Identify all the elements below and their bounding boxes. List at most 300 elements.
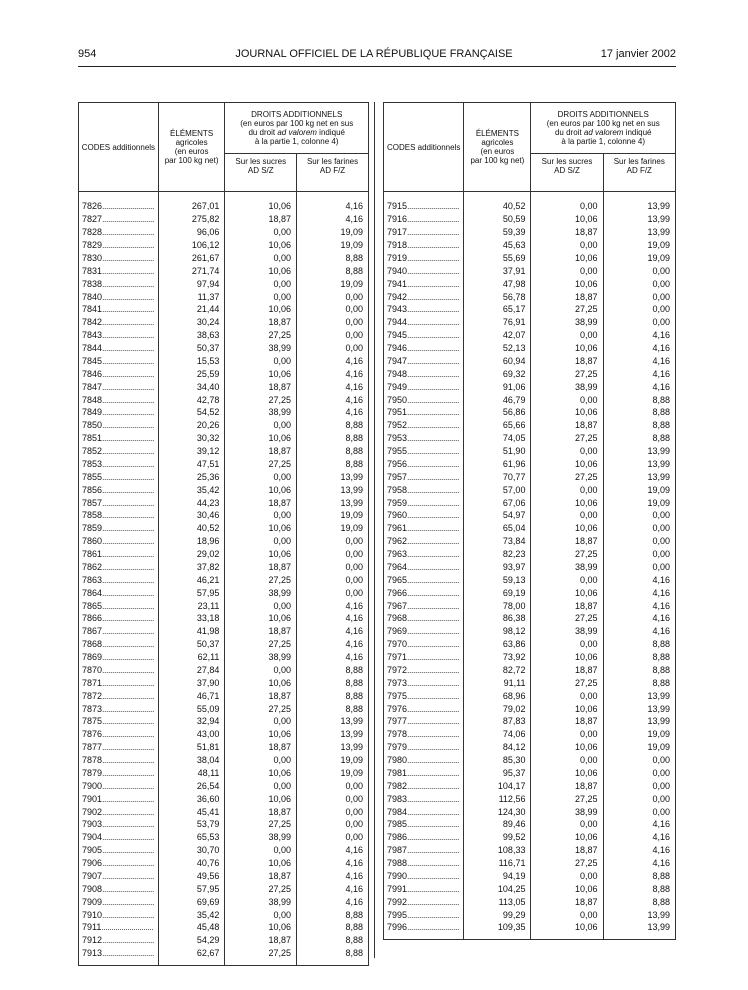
sucres-duty-cell: 10,06: [531, 741, 603, 754]
header-farines: Sur les farines AD F/Z: [603, 154, 675, 192]
sucres-duty-cell: 18,87: [225, 934, 297, 947]
element-value-cell: 116,71: [464, 857, 531, 870]
farines-duty-cell: 19,09: [603, 728, 675, 741]
farines-duty-cell: 8,88: [603, 882, 675, 895]
code-cell: 7917..........................: [384, 226, 464, 239]
leader-dots: ..........................: [102, 780, 155, 791]
farines-duty-cell: 0,00: [297, 779, 369, 792]
table-row: [79, 818, 369, 831]
code-cell: 7853..........................: [79, 458, 159, 471]
code-cell: 7849..........................: [79, 406, 159, 419]
leader-dots: ..........................: [407, 600, 460, 611]
element-value-cell: 124,30: [464, 805, 531, 818]
header-elements: ÉLÉMENTS agricoles (en euros par 100 kg net): [158, 103, 225, 192]
sucres-duty-cell: 10,06: [531, 522, 603, 535]
leader-dots: ..........................: [407, 343, 460, 354]
farines-duty-cell: 0,00: [297, 818, 369, 831]
farines-duty-cell: 8,88: [297, 702, 369, 715]
leader-dots: ..........................: [407, 793, 460, 804]
farines-duty-cell: 0,00: [297, 316, 369, 329]
leader-dots: ..........................: [101, 922, 154, 933]
sucres-duty-cell: 10,06: [531, 586, 603, 599]
leader-dots: ..........................: [102, 574, 155, 585]
farines-duty-cell: 19,09: [603, 496, 675, 509]
leader-dots: ..........................: [102, 767, 155, 778]
sucres-duty-cell: 10,06: [225, 264, 297, 277]
code-cell: 7871..........................: [79, 676, 159, 689]
element-value-cell: 82,23: [464, 548, 531, 561]
sucres-duty-cell: 38,99: [531, 625, 603, 638]
leader-dots: ..........................: [407, 458, 460, 469]
element-value-cell: 94,19: [464, 870, 531, 883]
sucres-duty-cell: 10,06: [225, 367, 297, 380]
leader-dots: ..........................: [407, 497, 460, 508]
leader-dots: ..........................: [407, 755, 460, 766]
code-cell: 7990..........................: [384, 870, 464, 883]
leader-dots: ..........................: [102, 252, 155, 263]
element-value-cell: 96,06: [158, 226, 225, 239]
sucres-duty-cell: 0,00: [531, 728, 603, 741]
leader-dots: ..........................: [407, 330, 460, 341]
table-row: [79, 715, 369, 728]
leader-dots: ..........................: [102, 703, 155, 714]
sucres-duty-cell: 10,06: [225, 432, 297, 445]
code-cell: 7861..........................: [79, 548, 159, 561]
farines-duty-cell: 13,99: [603, 470, 675, 483]
farines-duty-cell: 4,16: [603, 380, 675, 393]
farines-duty-cell: 8,88: [297, 264, 369, 277]
code-cell: 7901..........................: [79, 792, 159, 805]
element-value-cell: 55,09: [158, 702, 225, 715]
sucres-duty-cell: 0,00: [531, 689, 603, 702]
leader-dots: ..........................: [407, 446, 460, 457]
code-cell: 7958..........................: [384, 483, 464, 496]
code-cell: 7906..........................: [79, 857, 159, 870]
table-row: [79, 573, 369, 586]
farines-duty-cell: 8,88: [297, 934, 369, 947]
code-cell: 7856..........................: [79, 483, 159, 496]
table-row: [384, 367, 676, 380]
sucres-duty-cell: 0,00: [531, 908, 603, 921]
table-row: [79, 947, 369, 960]
table-row: [384, 767, 676, 780]
element-value-cell: 26,54: [158, 779, 225, 792]
sucres-duty-cell: 0,00: [531, 200, 603, 213]
table-row: [384, 702, 676, 715]
table-row: [384, 651, 676, 664]
leader-dots: ..........................: [407, 381, 460, 392]
table-row: [79, 329, 369, 342]
leader-dots: ..........................: [407, 433, 460, 444]
element-value-cell: 95,37: [464, 767, 531, 780]
element-value-cell: 51,90: [464, 445, 531, 458]
farines-duty-cell: 0,00: [297, 342, 369, 355]
farines-duty-cell: 4,16: [603, 844, 675, 857]
leader-dots: ..........................: [407, 806, 460, 817]
sucres-duty-cell: 0,00: [225, 419, 297, 432]
header-farines: Sur les farines AD F/Z: [297, 154, 369, 192]
code-cell: 7953..........................: [384, 432, 464, 445]
sucres-duty-cell: 10,06: [531, 496, 603, 509]
table-row: [384, 586, 676, 599]
code-cell: 7987..........................: [384, 844, 464, 857]
farines-duty-cell: 13,99: [297, 741, 369, 754]
code-cell: 7841..........................: [79, 303, 159, 316]
sucres-duty-cell: 10,06: [531, 882, 603, 895]
code-cell: 7859..........................: [79, 522, 159, 535]
farines-duty-cell: 8,88: [603, 664, 675, 677]
farines-duty-cell: 19,09: [297, 509, 369, 522]
element-value-cell: 104,17: [464, 779, 531, 792]
code-cell: 7829..........................: [79, 239, 159, 252]
leader-dots: ..........................: [102, 420, 155, 431]
sucres-duty-cell: 10,06: [225, 303, 297, 316]
farines-duty-cell: 13,99: [297, 470, 369, 483]
leader-dots: ..........................: [407, 832, 460, 843]
farines-duty-cell: 0,00: [297, 535, 369, 548]
table-left: [78, 102, 369, 966]
code-cell: 7838..........................: [79, 277, 159, 290]
code-cell: 7967..........................: [384, 599, 464, 612]
leader-dots: ..........................: [102, 729, 155, 740]
table-row: [79, 882, 369, 895]
element-value-cell: 99,52: [464, 831, 531, 844]
code-cell: 7918..........................: [384, 239, 464, 252]
table-row: [384, 882, 676, 895]
farines-duty-cell: 4,16: [297, 200, 369, 213]
element-value-cell: 41,98: [158, 625, 225, 638]
code-cell: 7910..........................: [79, 908, 159, 921]
leader-dots: ..........................: [407, 471, 460, 482]
table-row: [384, 599, 676, 612]
element-value-cell: 67,06: [464, 496, 531, 509]
table-row: [384, 844, 676, 857]
table-row: [384, 831, 676, 844]
code-cell: 7976..........................: [384, 702, 464, 715]
leader-dots: ..........................: [102, 291, 155, 302]
spacer-row: [79, 192, 369, 201]
table-row: [384, 818, 676, 831]
header-rule: [78, 66, 676, 67]
element-value-cell: 87,83: [464, 715, 531, 728]
element-value-cell: 61,96: [464, 458, 531, 471]
table-row: [79, 367, 369, 380]
sucres-duty-cell: 18,87: [531, 599, 603, 612]
table-row: [384, 612, 676, 625]
table-row: [384, 870, 676, 883]
code-cell: 7992..........................: [384, 895, 464, 908]
sucres-duty-cell: 0,00: [225, 226, 297, 239]
table-row: [384, 908, 676, 921]
element-value-cell: 49,56: [158, 870, 225, 883]
element-value-cell: 34,40: [158, 380, 225, 393]
sucres-duty-cell: 18,87: [531, 355, 603, 368]
sucres-duty-cell: 0,00: [531, 509, 603, 522]
table-row: [384, 728, 676, 741]
farines-duty-cell: 8,88: [603, 895, 675, 908]
table-row: [384, 342, 676, 355]
element-value-cell: 44,23: [158, 496, 225, 509]
leader-dots: ..........................: [102, 716, 155, 727]
sucres-duty-cell: 10,06: [225, 548, 297, 561]
table-row: [79, 895, 369, 908]
leader-dots: ..........................: [102, 381, 155, 392]
table-row: [79, 857, 369, 870]
element-value-cell: 63,86: [464, 638, 531, 651]
farines-duty-cell: 0,00: [297, 329, 369, 342]
table-row: [384, 792, 676, 805]
leader-dots: ..........................: [102, 806, 155, 817]
farines-duty-cell: 0,00: [603, 509, 675, 522]
table-right: [383, 102, 676, 940]
leader-dots: ..........................: [407, 664, 460, 675]
element-value-cell: 30,24: [158, 316, 225, 329]
farines-duty-cell: 4,16: [297, 406, 369, 419]
sucres-duty-cell: 10,06: [225, 767, 297, 780]
code-cell: 7943..........................: [384, 303, 464, 316]
sucres-duty-cell: 18,87: [531, 779, 603, 792]
table-row: [79, 805, 369, 818]
table-row: [79, 303, 369, 316]
code-cell: 7912..........................: [79, 934, 159, 947]
element-value-cell: 38,04: [158, 754, 225, 767]
element-value-cell: 57,95: [158, 882, 225, 895]
table-row: [79, 380, 369, 393]
sucres-duty-cell: 38,99: [531, 380, 603, 393]
sucres-duty-cell: 38,99: [531, 561, 603, 574]
sucres-duty-cell: 38,99: [531, 805, 603, 818]
farines-duty-cell: 0,00: [603, 277, 675, 290]
element-value-cell: 47,51: [158, 458, 225, 471]
farines-duty-cell: 4,16: [297, 870, 369, 883]
sucres-duty-cell: 18,87: [531, 535, 603, 548]
sucres-duty-cell: 10,06: [225, 612, 297, 625]
farines-duty-cell: 4,16: [297, 882, 369, 895]
farines-duty-cell: 0,00: [297, 573, 369, 586]
leader-dots: ..........................: [407, 767, 460, 778]
leader-dots: ..........................: [407, 304, 460, 315]
sucres-duty-cell: 27,25: [225, 818, 297, 831]
table-row: [79, 239, 369, 252]
element-value-cell: 18,96: [158, 535, 225, 548]
leader-dots: ..........................: [102, 446, 155, 457]
code-cell: 7964..........................: [384, 561, 464, 574]
table-row: [384, 535, 676, 548]
code-cell: 7847..........................: [79, 380, 159, 393]
code-cell: 7955..........................: [384, 445, 464, 458]
code-cell: 7961..........................: [384, 522, 464, 535]
code-cell: 7878..........................: [79, 754, 159, 767]
element-value-cell: 23,11: [158, 599, 225, 612]
table-row: [79, 921, 369, 934]
code-cell: 7904..........................: [79, 831, 159, 844]
sucres-duty-cell: 10,06: [531, 277, 603, 290]
leader-dots: ..........................: [102, 497, 155, 508]
element-value-cell: 48,11: [158, 767, 225, 780]
farines-duty-cell: 8,88: [603, 651, 675, 664]
sucres-duty-cell: 27,25: [225, 573, 297, 586]
farines-duty-cell: 19,09: [297, 754, 369, 767]
element-value-cell: 69,69: [158, 895, 225, 908]
sucres-duty-cell: 0,00: [225, 470, 297, 483]
element-value-cell: 32,94: [158, 715, 225, 728]
element-value-cell: 271,74: [158, 264, 225, 277]
sucres-duty-cell: 18,87: [531, 844, 603, 857]
table-row: [79, 934, 369, 947]
table-row: [79, 754, 369, 767]
leader-dots: ..........................: [407, 510, 460, 521]
code-cell: 7983..........................: [384, 792, 464, 805]
leader-dots: ..........................: [102, 433, 155, 444]
table-body-right: [384, 192, 676, 940]
code-cell: 7919..........................: [384, 252, 464, 265]
farines-duty-cell: 4,16: [603, 818, 675, 831]
code-cell: 7951..........................: [384, 406, 464, 419]
leader-dots: ..........................: [407, 574, 460, 585]
farines-duty-cell: 0,00: [603, 522, 675, 535]
table-row: [79, 548, 369, 561]
element-value-cell: 40,52: [464, 200, 531, 213]
code-cell: 7968..........................: [384, 612, 464, 625]
code-cell: 7826..........................: [79, 200, 159, 213]
code-cell: 7977..........................: [384, 715, 464, 728]
farines-duty-cell: 0,00: [603, 548, 675, 561]
leader-dots: ..........................: [407, 703, 460, 714]
element-value-cell: 112,56: [464, 792, 531, 805]
sucres-duty-cell: 10,06: [225, 921, 297, 934]
farines-duty-cell: 4,16: [297, 355, 369, 368]
leader-dots: ..........................: [102, 845, 155, 856]
sucres-duty-cell: 27,25: [531, 432, 603, 445]
sucres-duty-cell: 0,00: [225, 908, 297, 921]
table-row: [384, 741, 676, 754]
code-cell: 7844..........................: [79, 342, 159, 355]
farines-duty-cell: 4,16: [603, 857, 675, 870]
farines-duty-cell: 4,16: [603, 342, 675, 355]
table-row: [384, 303, 676, 316]
farines-duty-cell: 0,00: [297, 290, 369, 303]
table-row: [79, 200, 369, 213]
sucres-duty-cell: 10,06: [225, 857, 297, 870]
farines-duty-cell: 8,88: [603, 870, 675, 883]
code-cell: 7852..........................: [79, 445, 159, 458]
code-cell: 7827..........................: [79, 213, 159, 226]
sucres-duty-cell: 0,00: [531, 239, 603, 252]
sucres-duty-cell: 18,87: [225, 689, 297, 702]
sucres-duty-cell: 0,00: [531, 264, 603, 277]
table-row: [79, 561, 369, 574]
sucres-duty-cell: 27,25: [531, 303, 603, 316]
code-cell: 7830..........................: [79, 252, 159, 265]
code-cell: 7985..........................: [384, 818, 464, 831]
farines-duty-cell: 0,00: [603, 561, 675, 574]
farines-duty-cell: 8,88: [297, 921, 369, 934]
page-number: 954: [78, 48, 97, 60]
sucres-duty-cell: 10,06: [531, 406, 603, 419]
leader-dots: ..........................: [102, 304, 155, 315]
element-value-cell: 97,94: [158, 277, 225, 290]
code-cell: 7940..........................: [384, 264, 464, 277]
table-row: [79, 264, 369, 277]
code-cell: 7979..........................: [384, 741, 464, 754]
sucres-duty-cell: 0,00: [225, 509, 297, 522]
code-cell: 7950..........................: [384, 393, 464, 406]
element-value-cell: 45,63: [464, 239, 531, 252]
sucres-duty-cell: 18,87: [225, 561, 297, 574]
element-value-cell: 60,94: [464, 355, 531, 368]
farines-duty-cell: 13,99: [603, 458, 675, 471]
code-cell: 7978..........................: [384, 728, 464, 741]
leader-dots: ..........................: [407, 883, 460, 894]
code-cell: 7915..........................: [384, 200, 464, 213]
table-row: [384, 329, 676, 342]
farines-duty-cell: 8,88: [297, 908, 369, 921]
code-cell: 7949..........................: [384, 380, 464, 393]
table-row: [79, 393, 369, 406]
leader-dots: ..........................: [407, 922, 460, 933]
farines-duty-cell: 19,09: [297, 522, 369, 535]
sucres-duty-cell: 0,00: [531, 573, 603, 586]
table-row: [79, 522, 369, 535]
table-row: [79, 792, 369, 805]
element-value-cell: 36,60: [158, 792, 225, 805]
leader-dots: ..........................: [407, 819, 460, 830]
table-row: [384, 509, 676, 522]
leader-dots: ..........................: [407, 291, 460, 302]
leader-dots: ..........................: [102, 677, 155, 688]
leader-dots: ..........................: [102, 652, 155, 663]
table-row: [79, 844, 369, 857]
table-row: [79, 651, 369, 664]
farines-duty-cell: 8,88: [297, 689, 369, 702]
code-cell: 7945..........................: [384, 329, 464, 342]
table-row: [79, 741, 369, 754]
element-value-cell: 78,00: [464, 599, 531, 612]
element-value-cell: 84,12: [464, 741, 531, 754]
element-value-cell: 40,76: [158, 857, 225, 870]
table-row: [384, 226, 676, 239]
leader-dots: ..........................: [407, 845, 460, 856]
sucres-duty-cell: 38,99: [225, 831, 297, 844]
leader-dots: ..........................: [407, 394, 460, 405]
leader-dots: ..........................: [102, 523, 155, 534]
farines-duty-cell: 8,88: [297, 458, 369, 471]
table-row: [384, 239, 676, 252]
sucres-duty-cell: 10,06: [531, 252, 603, 265]
table-row: [79, 702, 369, 715]
element-value-cell: 37,90: [158, 676, 225, 689]
element-value-cell: 73,84: [464, 535, 531, 548]
table-row: [79, 406, 369, 419]
element-value-cell: 46,79: [464, 393, 531, 406]
element-value-cell: 65,66: [464, 419, 531, 432]
element-value-cell: 57,95: [158, 586, 225, 599]
sucres-duty-cell: 10,06: [531, 651, 603, 664]
sucres-duty-cell: 18,87: [531, 715, 603, 728]
code-cell: 7988..........................: [384, 857, 464, 870]
leader-dots: ..........................: [407, 780, 460, 791]
element-value-cell: 62,11: [158, 651, 225, 664]
element-value-cell: 65,53: [158, 831, 225, 844]
code-cell: 7872..........................: [79, 689, 159, 702]
table-row: [384, 277, 676, 290]
element-value-cell: 79,02: [464, 702, 531, 715]
farines-duty-cell: 4,16: [603, 573, 675, 586]
element-value-cell: 46,21: [158, 573, 225, 586]
farines-duty-cell: 0,00: [297, 303, 369, 316]
sucres-duty-cell: 0,00: [225, 277, 297, 290]
farines-duty-cell: 13,99: [603, 702, 675, 715]
